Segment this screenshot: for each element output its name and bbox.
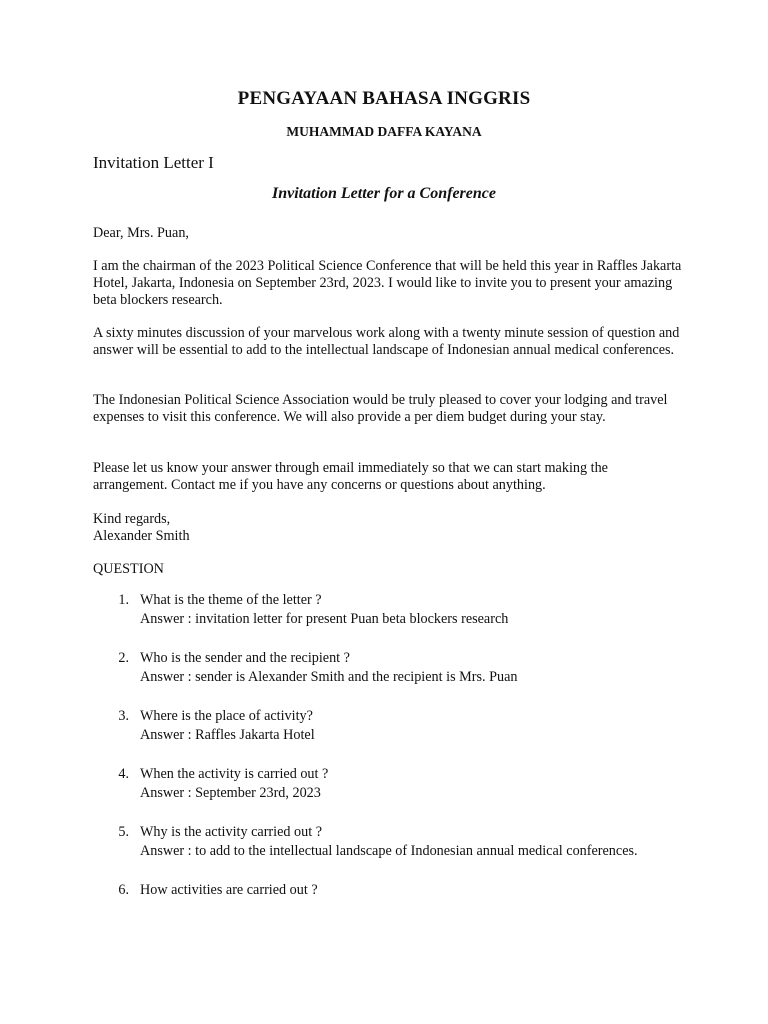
paragraph-text: A sixty minutes discussion of your marvelous work along with a twenty minute session of question and answer will be essential to add to the intellectual landscape of Indonesian annual medical conferences. bbox=[93, 325, 680, 358]
question-list bbox=[93, 591, 675, 900]
letter-paragraph bbox=[93, 258, 683, 309]
question-number: 5. bbox=[118, 824, 129, 840]
question-number: 1. bbox=[118, 592, 129, 608]
question-number: 2. bbox=[118, 650, 129, 666]
letter-paragraph bbox=[93, 392, 683, 426]
question-text: Why is the activity carried out ? bbox=[140, 824, 323, 840]
document-title: PENGAYAAN BAHASA INGGRIS bbox=[237, 88, 531, 109]
answer-text: Answer : Raffles Jakarta Hotel bbox=[140, 727, 315, 743]
question-number: 3. bbox=[118, 708, 129, 724]
answer-text: Answer : September 23rd, 2023 bbox=[140, 785, 321, 801]
question-item bbox=[93, 881, 675, 900]
paragraph-text: Please let us know your answer through email immediately so that we can start making the arrangement. Contact me if you have any concerns or questions about anything. bbox=[93, 460, 608, 493]
question-number: 6. bbox=[118, 882, 129, 898]
question-text: When the activity is carried out ? bbox=[140, 766, 329, 782]
signature-name: Alexander Smith bbox=[93, 528, 190, 544]
question-item bbox=[93, 765, 675, 803]
salutation-text: Dear, Mrs. Puan, bbox=[93, 225, 189, 241]
question-item bbox=[93, 707, 675, 745]
salutation bbox=[93, 225, 683, 242]
question-heading bbox=[93, 561, 683, 578]
question-number: 4. bbox=[118, 766, 129, 782]
question-text: How activities are carried out ? bbox=[140, 882, 318, 898]
letter-paragraph bbox=[93, 325, 683, 359]
section-label: Invitation Letter I bbox=[93, 153, 214, 172]
author-name: MUHAMMAD DAFFA KAYANA bbox=[286, 124, 482, 139]
question-text: Who is the sender and the recipient ? bbox=[140, 650, 350, 666]
paragraph-text: I am the chairman of the 2023 Political Science Conference that will be held this year in Raffles Jakarta Hotel, Jakarta, Indonesia on September 23rd, 2023. I would like to invite you to present your amazing beta blockers research. bbox=[93, 258, 682, 308]
letter-closing bbox=[93, 511, 683, 545]
question-text: Where is the place of activity? bbox=[140, 708, 313, 724]
letter-title: Invitation Letter for a Conference bbox=[272, 185, 496, 202]
question-item bbox=[93, 591, 675, 629]
letter-paragraph bbox=[93, 460, 683, 494]
question-heading-text: QUESTION bbox=[93, 561, 164, 577]
question-text: What is the theme of the letter ? bbox=[140, 592, 322, 608]
paragraph-text: The Indonesian Political Science Association would be truly pleased to cover your lodging and travel expenses to visit this conference. We will also provide a per diem budget during your stay. bbox=[93, 392, 668, 425]
answer-text: Answer : sender is Alexander Smith and the recipient is Mrs. Puan bbox=[140, 669, 518, 685]
question-item bbox=[93, 823, 675, 861]
question-item bbox=[93, 649, 675, 687]
answer-text: Answer : to add to the intellectual landscape of Indonesian annual medical conferences. bbox=[140, 843, 638, 859]
answer-text: Answer : invitation letter for present Puan beta blockers research bbox=[140, 611, 509, 627]
closing-text: Kind regards, bbox=[93, 511, 171, 527]
